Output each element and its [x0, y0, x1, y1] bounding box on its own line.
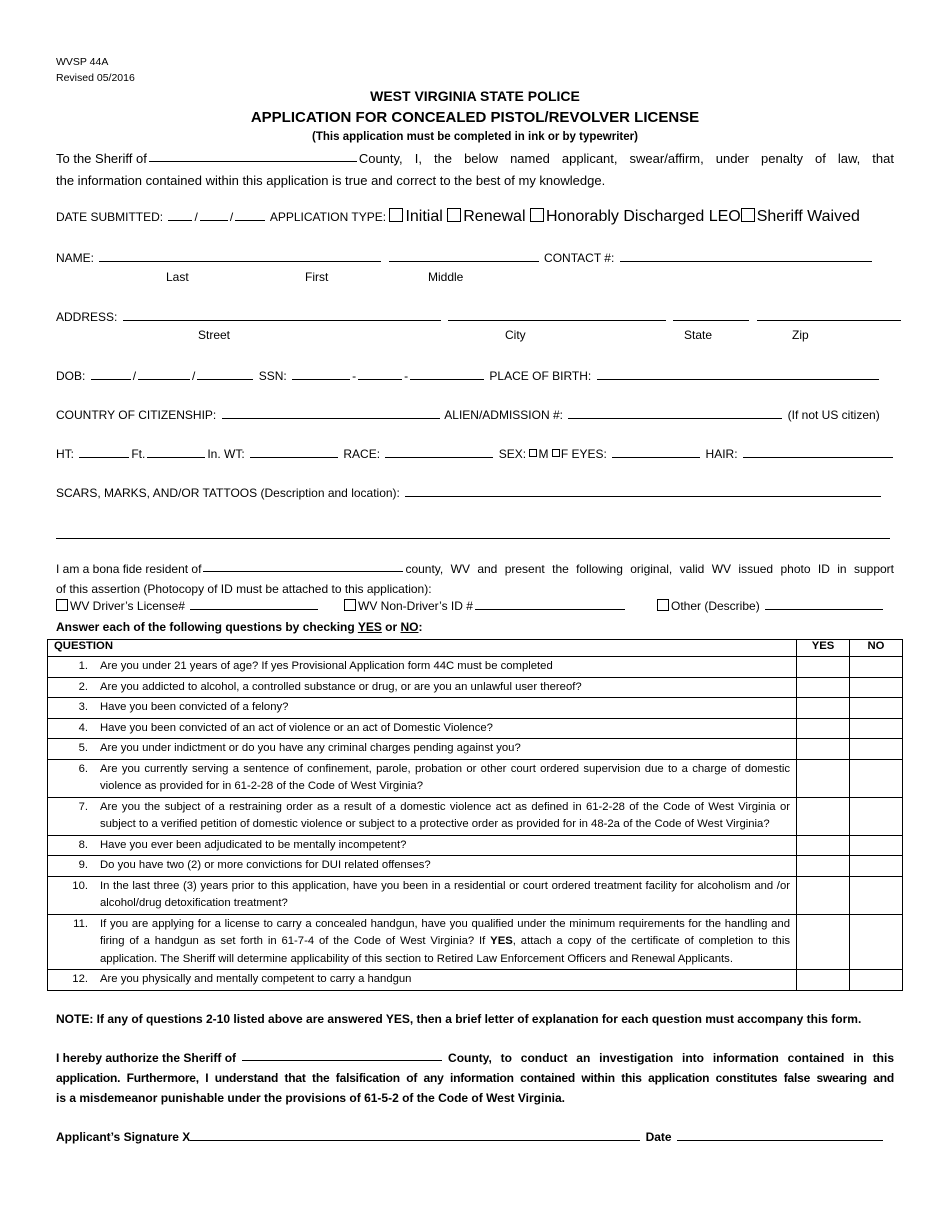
- date-label: Date: [645, 1130, 672, 1144]
- country-label: COUNTRY OF CITIZENSHIP:: [56, 408, 217, 422]
- signature-field[interactable]: [190, 1129, 640, 1141]
- sub-last: Last: [166, 270, 189, 284]
- sub-city: City: [505, 328, 526, 342]
- q-number: 2.: [78, 680, 88, 693]
- intro-line1-rest: County, I, the below named applicant, swear/affirm, under penalty of law, that: [358, 151, 894, 166]
- instructions-or: or: [381, 620, 401, 634]
- type-renewal-label: Renewal: [463, 208, 526, 225]
- q-text: Have you been convicted of an act of violence or an act of Domestic Violence?: [100, 721, 493, 734]
- table-header-row: [48, 640, 903, 657]
- q1-no-cell[interactable]: [850, 657, 903, 678]
- name-row: [56, 250, 874, 265]
- q-text: Are you under indictment or do you have any criminal charges pending against you?: [100, 742, 521, 754]
- physical-row: [56, 446, 895, 461]
- sub-first: First: [305, 270, 329, 284]
- q8-no-cell[interactable]: [850, 835, 903, 856]
- id-options-row-2: [344, 598, 627, 613]
- q-text: Are you addicted to alcohol, a controlled substance or drug, or are you an unlawful user thereof?: [100, 680, 582, 693]
- table-row: [48, 970, 903, 991]
- zip-field[interactable]: [757, 309, 901, 321]
- resident-rest: county, WV and present the following original, valid WV issued photo ID in support: [405, 562, 894, 576]
- q7-no-cell[interactable]: [850, 797, 903, 835]
- height-label: HT:: [56, 447, 74, 461]
- sheriff-county-field[interactable]: [149, 148, 357, 162]
- q9-yes-cell[interactable]: [797, 856, 850, 877]
- authorization-paragraph: [56, 1048, 894, 1108]
- q2-no-cell[interactable]: [850, 677, 903, 698]
- authorize-line2: application. Furthermore, I understand that the falsification of any information contained within this application constitutes false swearing and: [56, 1071, 894, 1085]
- q4-yes-cell[interactable]: [797, 718, 850, 739]
- q2-yes-cell[interactable]: [797, 677, 850, 698]
- col-no: NO: [850, 640, 903, 657]
- name-label: NAME:: [56, 251, 95, 265]
- resident-prefix: I am a bona fide resident of: [56, 562, 202, 576]
- place-of-birth-label: PLACE OF BIRTH:: [489, 369, 592, 383]
- sex-m-label: M: [538, 447, 549, 461]
- resident-line2: of this assertion (Photocopy of ID must be attached to this application):: [56, 582, 432, 596]
- q-number: 8.: [78, 838, 88, 851]
- q11-yes-emphasis: YES: [490, 935, 513, 947]
- name-middle-field[interactable]: [389, 250, 539, 262]
- questions-table: [47, 639, 903, 991]
- citizenship-row: [56, 407, 880, 422]
- scars-row: [56, 485, 883, 500]
- in-label: In.: [207, 447, 221, 461]
- type-renewal-checkbox[interactable]: [447, 208, 461, 222]
- type-sheriff-waived-checkbox[interactable]: [741, 208, 755, 222]
- q5-yes-cell[interactable]: [797, 739, 850, 760]
- city-field[interactable]: [448, 309, 666, 321]
- non-driver-id-checkbox[interactable]: [344, 599, 356, 611]
- resident-paragraph: [56, 559, 894, 599]
- q-text: Are you under 21 years of age? If yes Provisional Application form 44C must be completed: [100, 660, 553, 672]
- authorize-prefix: I hereby authorize the Sheriff of: [56, 1051, 237, 1065]
- scars-label: SCARS, MARKS, AND/OR TATTOOS (Description and location):: [56, 486, 400, 500]
- eyes-label: EYES:: [571, 447, 607, 461]
- page-title: APPLICATION FOR CONCEALED PISTOL/REVOLVER LICENSE: [250, 109, 700, 126]
- q12-no-cell[interactable]: [850, 970, 903, 991]
- intro-prefix: To the Sheriff of: [56, 151, 147, 166]
- weight-field[interactable]: [250, 446, 338, 458]
- q-number: 10.: [72, 879, 88, 892]
- intro-paragraph: [56, 148, 894, 192]
- dob-label: DOB:: [56, 369, 86, 383]
- q4-no-cell[interactable]: [850, 718, 903, 739]
- page-subtitle: (This application must be completed in ink or by typewriter): [312, 131, 638, 143]
- q-text: Are you the subject of a restraining order as a result of a domestic violence act as defined in 61-2-28 of the Code of West Virginia or subject to a verified petition of domestic violence or subject to a protective order as provided for in 48-2a of the Code of West Virginia?: [100, 800, 790, 830]
- q-text: Do you have two (2) or more convictions for DUI related offenses?: [100, 859, 431, 871]
- table-row: [48, 914, 903, 970]
- place-of-birth-field[interactable]: [597, 368, 879, 380]
- id-options-row-3: [657, 598, 885, 613]
- address-label: ADDRESS:: [56, 310, 118, 324]
- country-field[interactable]: [222, 407, 440, 419]
- date-month-field[interactable]: [168, 209, 192, 221]
- q-number: 9.: [78, 859, 88, 871]
- resident-county-field[interactable]: [203, 559, 403, 572]
- scars-field[interactable]: [405, 485, 881, 497]
- type-sheriff-waived-label: Sheriff Waived: [756, 208, 860, 225]
- hair-field[interactable]: [743, 446, 893, 458]
- scars-field-line2[interactable]: [56, 538, 890, 539]
- table-row: [48, 876, 903, 914]
- drivers-license-label: WV Driver’s License#: [70, 599, 185, 613]
- table-row: [48, 698, 903, 719]
- q-number: 6.: [78, 762, 88, 775]
- sub-street: Street: [198, 328, 231, 342]
- sex-f-label: F: [560, 447, 569, 461]
- table-row: [48, 677, 903, 698]
- q7-yes-cell[interactable]: [797, 797, 850, 835]
- q-number: 11.: [73, 917, 88, 930]
- instructions-suffix: :: [418, 620, 423, 634]
- signature-row: [56, 1129, 885, 1144]
- dob-day-field[interactable]: [138, 368, 190, 380]
- other-id-label: Other (Describe): [671, 599, 760, 613]
- name-last-first-field[interactable]: [99, 250, 381, 262]
- application-type-label: APPLICATION TYPE:: [269, 210, 387, 224]
- dob-year-field[interactable]: [197, 368, 253, 380]
- ft-label: Ft.: [131, 447, 146, 461]
- table-row: [48, 759, 903, 797]
- q3-yes-cell[interactable]: [797, 698, 850, 719]
- date-row: DATE SUBMITTED: / / APPLICATION TYPE: Initial Renewal Honorably Discharged LEO Sheriff Waived: [56, 208, 860, 225]
- table-row: [48, 797, 903, 835]
- authorize-rest: County, to conduct an investigation into information contained in this: [448, 1051, 894, 1065]
- q11-yes-cell[interactable]: [797, 914, 850, 970]
- type-initial-label: Initial: [405, 208, 443, 225]
- signature-label: Applicant’s Signature X: [56, 1130, 191, 1144]
- q1-yes-cell[interactable]: [797, 657, 850, 678]
- q11-text-b: , attach a copy of the certificate of completion to this application. The Sheriff will determine applicability of this section to Retired Law Enforcement Officers and Renewal Applicants.: [100, 935, 791, 965]
- q-text: Have you been convicted of a felony?: [100, 701, 289, 713]
- q3-no-cell[interactable]: [850, 698, 903, 719]
- q6-no-cell[interactable]: [850, 759, 903, 797]
- table-row: [48, 739, 903, 760]
- hair-label: HAIR:: [705, 447, 738, 461]
- q11-text-a: If you are applying for a license to carry a concealed handgun, have you qualified under the minimum requirements for the handling and firing of a handgun as set forth in 61-7-4 of the Code of West Virginia? If: [100, 917, 790, 947]
- height-ft-field[interactable]: [79, 446, 129, 458]
- sub-state: State: [684, 328, 713, 342]
- type-initial-checkbox[interactable]: [389, 208, 403, 222]
- col-question: QUESTION: [48, 640, 797, 657]
- q-number: 1.: [78, 660, 88, 672]
- street-field[interactable]: [123, 309, 441, 321]
- instructions-prefix: Answer each of the following questions by checking: [56, 620, 358, 634]
- q-text: Have you ever been adjudicated to be mentally incompetent?: [100, 838, 407, 851]
- q-text: [100, 916, 790, 969]
- q-number: 7.: [78, 800, 88, 813]
- sex-label: SEX:: [498, 447, 527, 461]
- sex-f-checkbox[interactable]: [552, 449, 560, 457]
- date-submitted-label: DATE SUBMITTED:: [56, 210, 164, 224]
- sub-zip: Zip: [792, 328, 809, 342]
- ssn-part1-field[interactable]: [292, 368, 350, 380]
- q-text: Are you currently serving a sentence of confinement, parole, probation or other court ordered supervision due to a charge of domestic violence as provided for in 61-2-28 of the Code of West Virginia?: [100, 762, 790, 792]
- eyes-field[interactable]: [612, 446, 700, 458]
- table-row: [48, 835, 903, 856]
- col-yes: YES: [797, 640, 850, 657]
- id-options-row: [56, 598, 320, 613]
- q10-yes-cell[interactable]: [797, 876, 850, 914]
- q-number: 12.: [72, 973, 88, 985]
- intro-line2: the information contained within this application is true and correct to the best of my knowledge.: [56, 173, 606, 188]
- address-row: [56, 309, 903, 324]
- state-field[interactable]: [673, 309, 749, 321]
- signature-date-field[interactable]: [677, 1129, 883, 1141]
- citizenship-note: (If not US citizen): [787, 408, 880, 422]
- other-id-field[interactable]: [765, 598, 883, 610]
- q11-no-cell[interactable]: [850, 914, 903, 970]
- alien-field[interactable]: [568, 407, 782, 419]
- table-row: [48, 856, 903, 877]
- type-leo-label: Honorably Discharged LEO: [545, 208, 741, 225]
- q-text: Are you physically and mentally competent to carry a handgun: [100, 973, 412, 985]
- sub-middle: Middle: [428, 270, 464, 284]
- dob-row: DOB: / / SSN: - - PLACE OF BIRTH:: [56, 368, 881, 383]
- non-driver-id-label: WV Non-Driver’s ID #: [358, 599, 473, 613]
- form-id: WVSP 44A: [56, 56, 109, 68]
- contact-label: CONTACT #:: [544, 251, 615, 265]
- q9-no-cell[interactable]: [850, 856, 903, 877]
- q-number: 4.: [78, 721, 88, 734]
- agency-title: WEST VIRGINIA STATE POLICE: [370, 88, 580, 104]
- race-field[interactable]: [385, 446, 493, 458]
- sex-m-checkbox[interactable]: [529, 449, 537, 457]
- table-row: [48, 718, 903, 739]
- drivers-license-checkbox[interactable]: [56, 599, 68, 611]
- q10-no-cell[interactable]: [850, 876, 903, 914]
- race-label: RACE:: [343, 447, 381, 461]
- q6-yes-cell[interactable]: [797, 759, 850, 797]
- dob-month-field[interactable]: [91, 368, 131, 380]
- drivers-license-field[interactable]: [190, 598, 318, 610]
- instructions-no: NO: [400, 620, 419, 634]
- type-leo-checkbox[interactable]: [530, 208, 544, 222]
- ssn-part3-field[interactable]: [410, 368, 484, 380]
- q-text: In the last three (3) years prior to this application, have you been in a residential or court ordered treatment facility for alcoholism and /or alcohol/drug detoxification treatment?: [100, 879, 790, 909]
- contact-field[interactable]: [620, 250, 872, 262]
- alien-label: ALIEN/ADMISSION #:: [444, 408, 563, 422]
- ssn-label: SSN:: [258, 369, 287, 383]
- non-driver-id-field[interactable]: [475, 598, 625, 610]
- authorize-line3: is a misdemeanor punishable under the provisions of 61-5-2 of the Code of West Virginia.: [56, 1091, 565, 1105]
- authorize-county-field[interactable]: [242, 1048, 442, 1061]
- date-year-field[interactable]: [235, 209, 265, 221]
- instructions: [56, 620, 423, 634]
- instructions-yes: YES: [357, 620, 382, 634]
- date-day-field[interactable]: [200, 209, 228, 221]
- other-id-checkbox[interactable]: [657, 599, 669, 611]
- q12-yes-cell[interactable]: [797, 970, 850, 991]
- q-number: 5.: [78, 742, 88, 754]
- q5-no-cell[interactable]: [850, 739, 903, 760]
- weight-label: WT:: [224, 447, 245, 461]
- height-in-field[interactable]: [147, 446, 205, 458]
- note: NOTE: If any of questions 2-10 listed above are answered YES, then a brief letter of explanation for each question must accompany this form.: [56, 1012, 862, 1026]
- q8-yes-cell[interactable]: [797, 835, 850, 856]
- table-row: [48, 657, 903, 678]
- revised-date: Revised 05/2016: [56, 72, 135, 84]
- ssn-part2-field[interactable]: [358, 368, 402, 380]
- q-number: 3.: [78, 701, 88, 713]
